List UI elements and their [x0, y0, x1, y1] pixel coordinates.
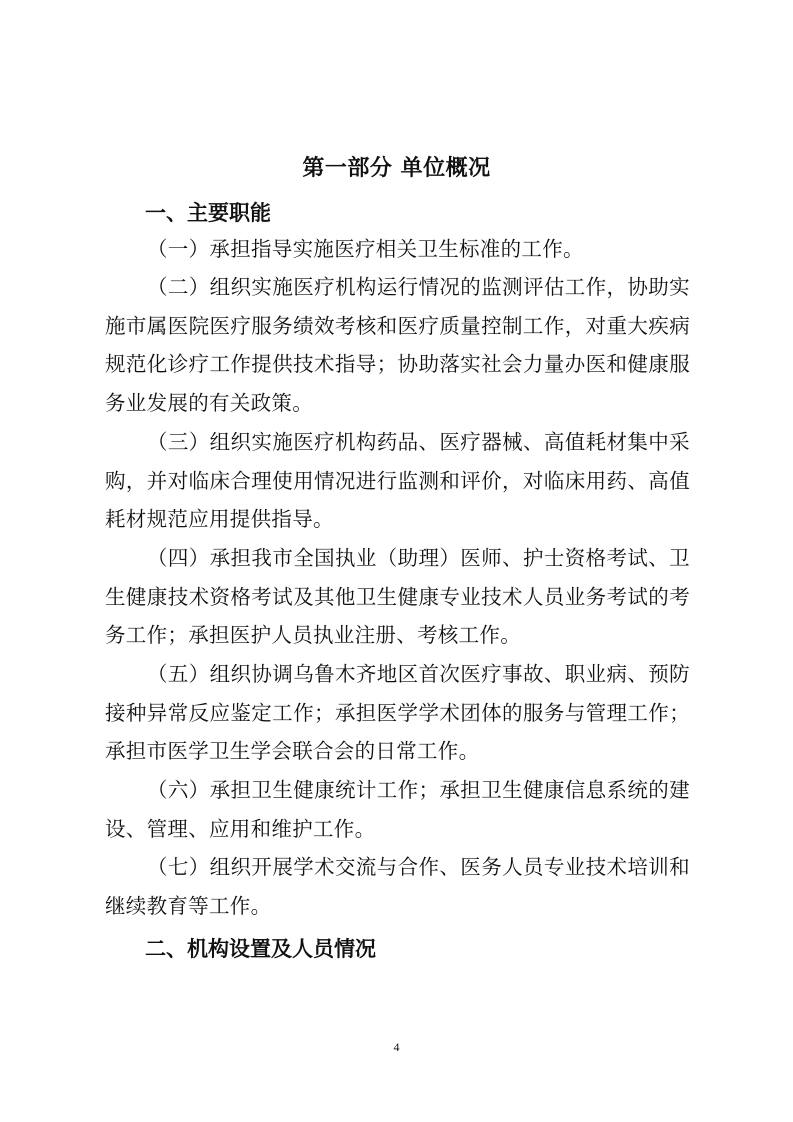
page-number: 4: [393, 1040, 400, 1054]
paragraph-function-7: （七）组织开展学术交流与合作、医务人员专业技术培训和继续教育等工作。: [105, 855, 690, 918]
section-heading-organization: 二、机构设置及人员情况: [145, 937, 376, 961]
paragraph-function-4: （四）承担我市全国执业（助理）医师、护士资格考试、卫生健康技术资格考试及其他卫生健康专业技术人员业务考试的考务工作；承担医护人员执业注册、考核工作。: [105, 546, 690, 648]
paragraph-function-5: （五）组织协调乌鲁木齐地区首次医疗事故、职业病、预防接种异常反应鉴定工作；承担医学学术团体的服务与管理工作；承担市医学卫生学会联合会的日常工作。: [105, 662, 690, 764]
section-heading-main-functions: 一、主要职能: [145, 201, 271, 225]
paragraph-function-3: （三）组织实施医疗机构药品、医疗器械、高值耗材集中采购，并对临床合理使用情况进行监测和评价，对临床用药、高值耗材规范应用提供指导。: [105, 430, 690, 532]
paragraph-function-2: （二）组织实施医疗机构运行情况的监测评估工作，协助实施市属医院医疗服务绩效考核和医疗质量控制工作，对重大疾病规范化诊疗工作提供技术指导；协助落实社会力量办医和健康服务业发展的有关政策。: [105, 275, 690, 415]
paragraph-function-6: （六）承担卫生健康统计工作；承担卫生健康信息系统的建设、管理、应用和维护工作。: [105, 778, 690, 841]
paragraph-function-1: （一）承担指导实施医疗相关卫生标准的工作。: [147, 237, 584, 261]
page-title: 第一部分 单位概况: [302, 156, 491, 181]
